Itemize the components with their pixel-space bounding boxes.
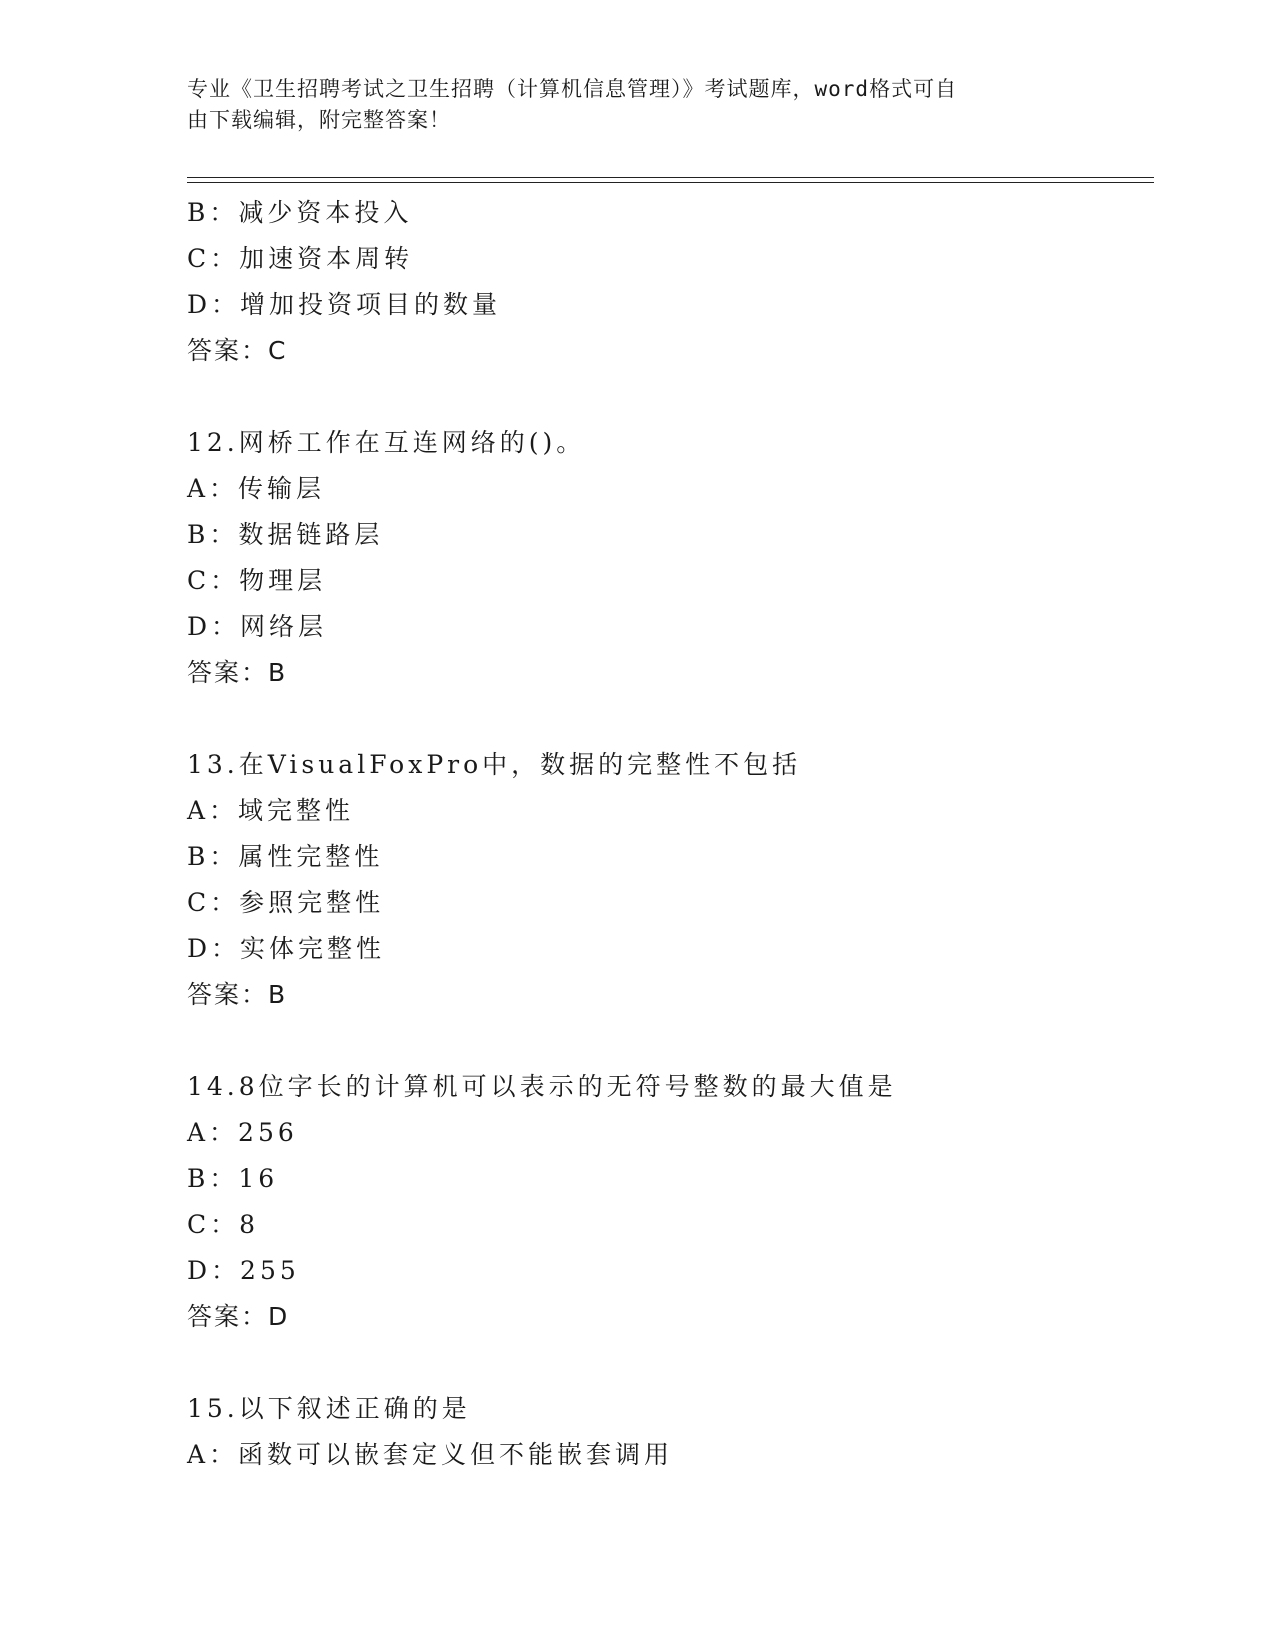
answer-line: 答案：B — [187, 980, 288, 1009]
header-rule-bottom — [187, 182, 1154, 183]
option-b: B：减少资本投入 — [187, 198, 413, 227]
question-block — [187, 1064, 1147, 1340]
option-a: A：函数可以嵌套定义但不能嵌套调用 — [187, 1440, 674, 1469]
option-b: B：数据链路层 — [187, 520, 384, 549]
option-c: C：加速资本周转 — [187, 244, 414, 273]
option-a: A：256 — [187, 1118, 298, 1147]
option-d: D：网络层 — [187, 612, 328, 641]
option-c: C：物理层 — [187, 566, 327, 595]
header-rule-top — [187, 177, 1154, 178]
header-line-1: 专业《卫生招聘考试之卫生招聘（计算机信息管理）》考试题库，word格式可自 — [187, 77, 958, 101]
option-b: B：16 — [187, 1164, 279, 1193]
option-d: D：实体完整性 — [187, 934, 386, 963]
question-text: 13.在VisualFoxPro中，数据的完整性不包括 — [187, 750, 802, 779]
block-spacer — [187, 374, 1147, 420]
option-a: A：传输层 — [187, 474, 326, 503]
question-block — [187, 190, 1147, 374]
answer-line: 答案：B — [187, 658, 288, 687]
block-spacer — [187, 1018, 1147, 1064]
question-text: 15.以下叙述正确的是 — [187, 1394, 471, 1423]
question-block — [187, 420, 1147, 696]
header-line-2: 由下载编辑，附完整答案！ — [187, 108, 451, 132]
block-spacer — [187, 696, 1147, 742]
answer-line: 答案：D — [187, 1302, 290, 1331]
question-text: 14.8位字长的计算机可以表示的无符号整数的最大值是 — [187, 1072, 897, 1101]
answer-line: 答案：C — [187, 336, 288, 365]
question-text: 12.网桥工作在互连网络的()。 — [187, 428, 586, 457]
option-b: B：属性完整性 — [187, 842, 384, 871]
block-spacer — [187, 1340, 1147, 1386]
question-list — [187, 190, 1147, 1478]
question-block — [187, 742, 1147, 1018]
option-d: D：255 — [187, 1256, 300, 1285]
option-a: A：域完整性 — [187, 796, 355, 825]
document-header — [187, 74, 1067, 136]
option-d: D：增加投资项目的数量 — [187, 290, 502, 319]
option-c: C：8 — [187, 1210, 260, 1239]
question-block — [187, 1386, 1147, 1478]
option-c: C：参照完整性 — [187, 888, 385, 917]
